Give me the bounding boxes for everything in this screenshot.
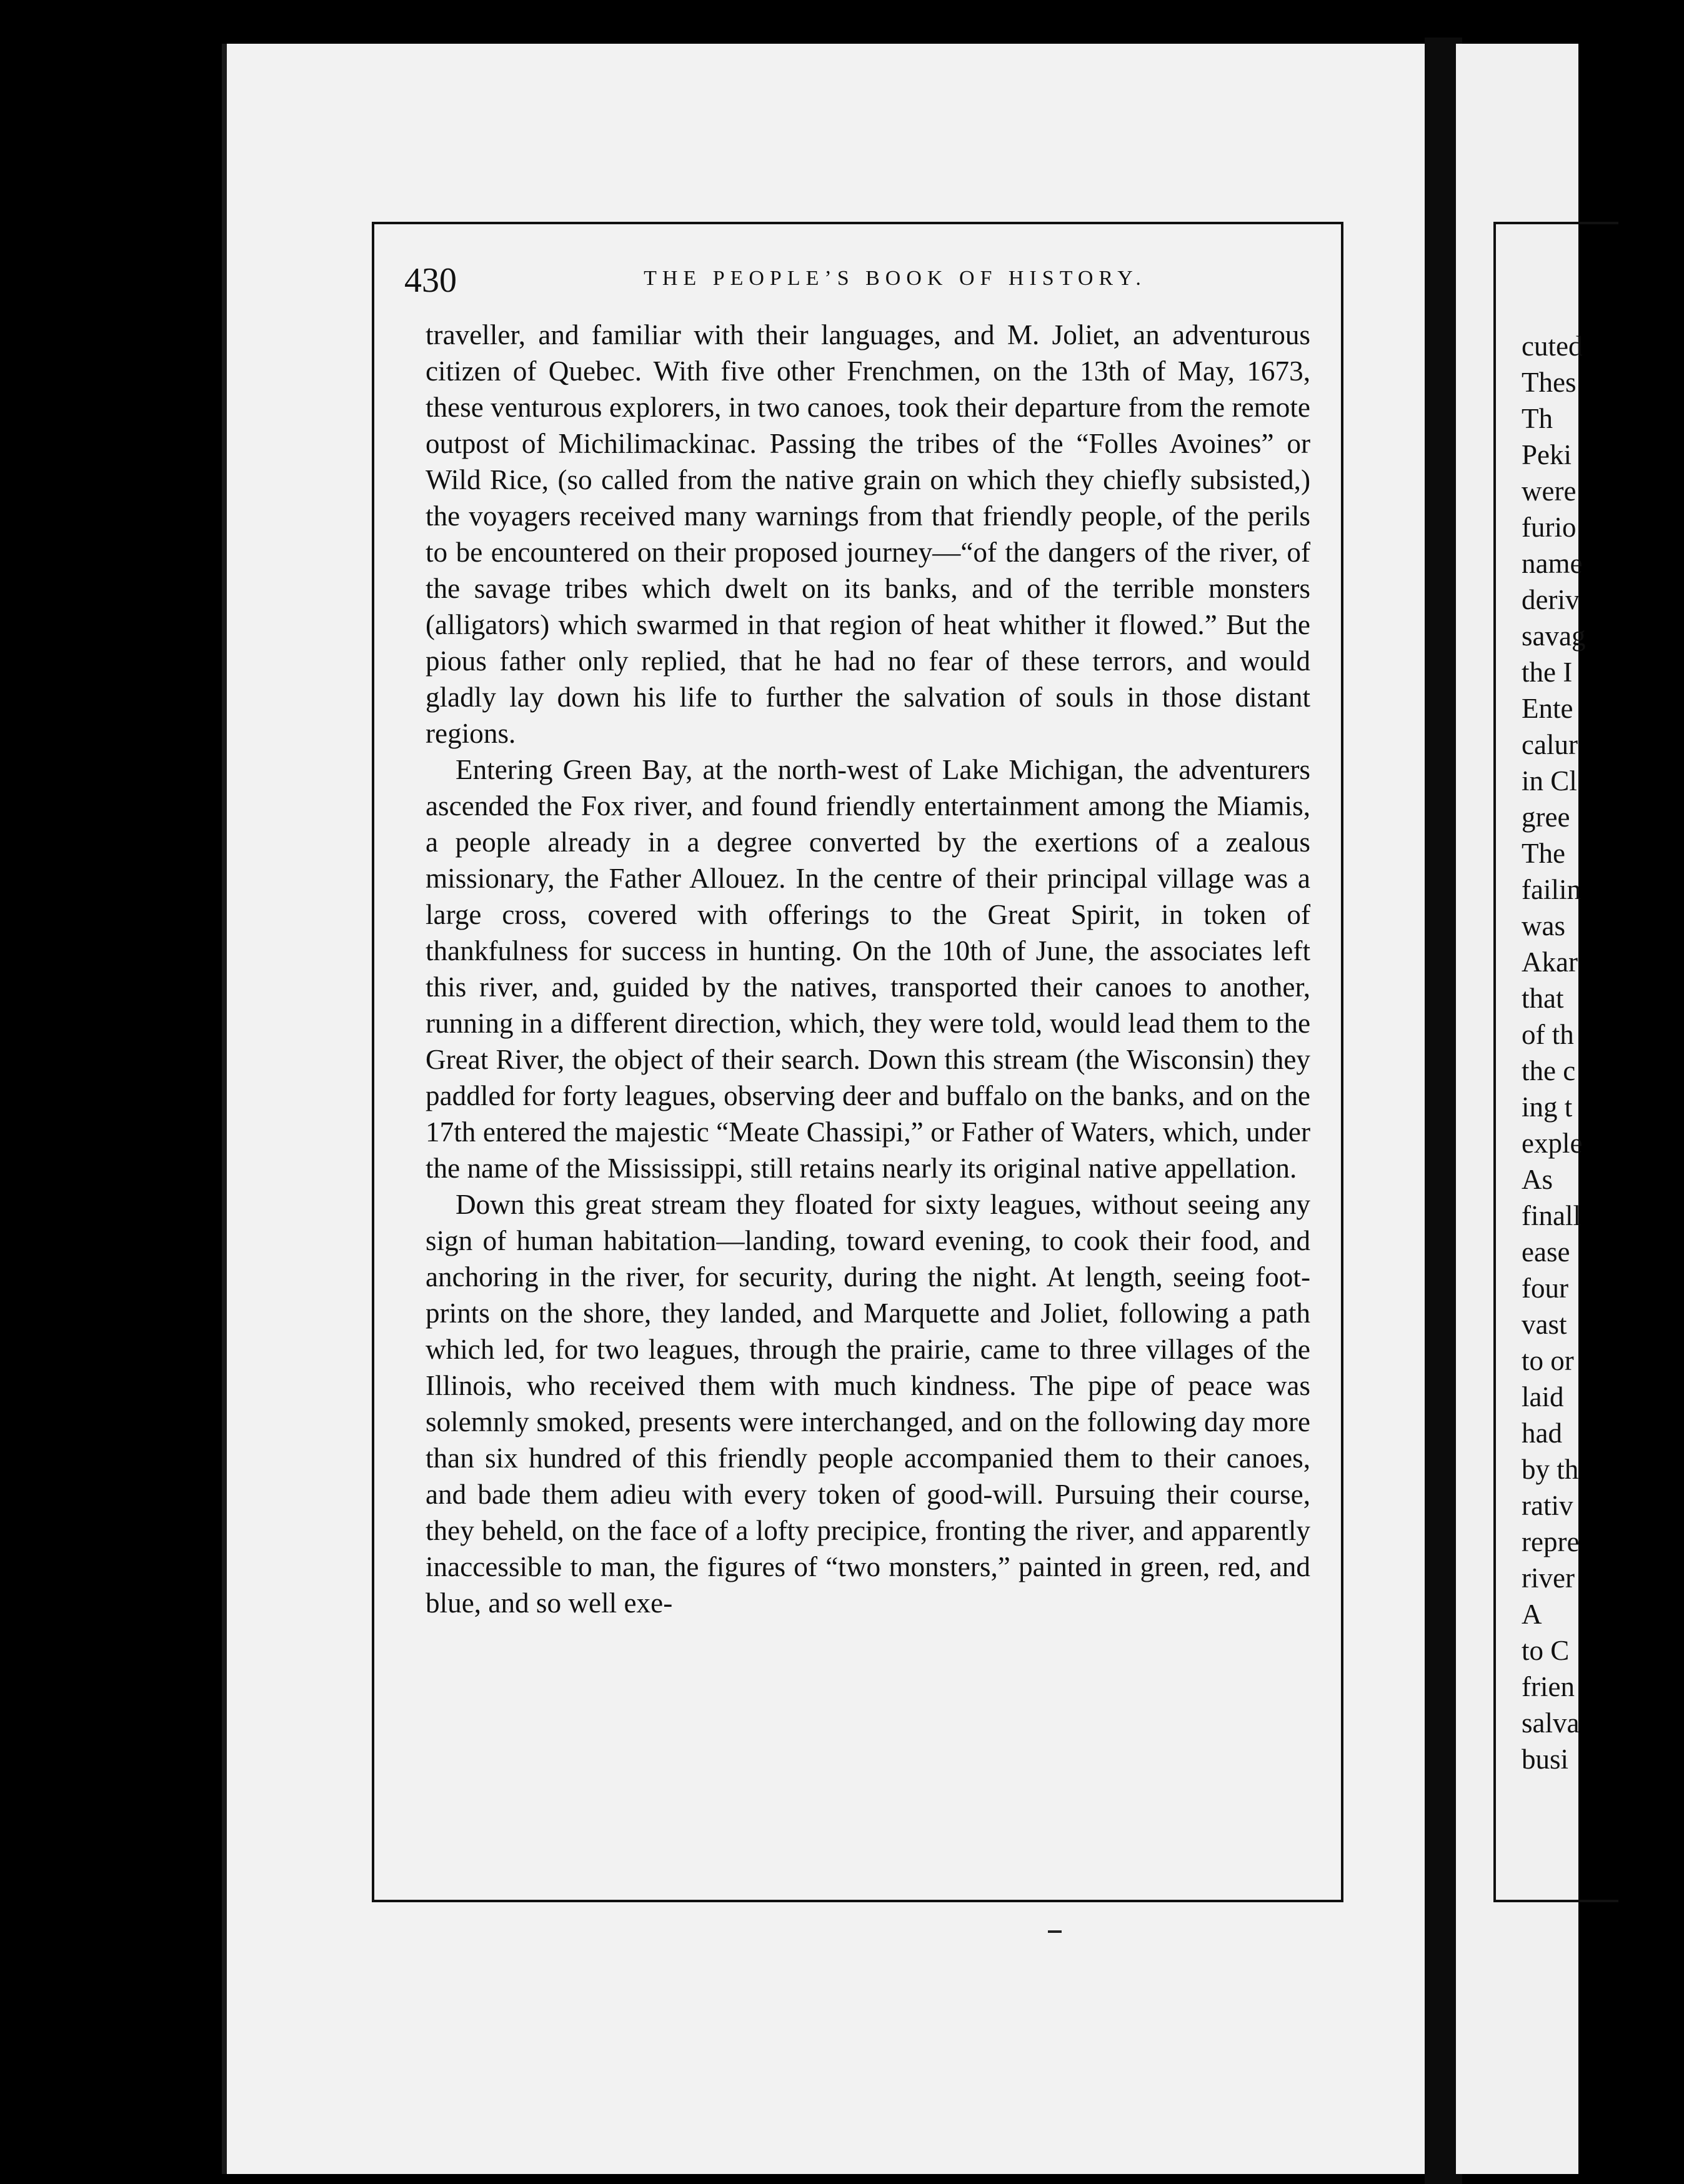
text-frame (372, 222, 1343, 1902)
facing-line-fragment: Ente (1522, 693, 1573, 724)
facing-line-fragment: busi (1522, 1744, 1569, 1775)
facing-line-fragment: calur (1522, 729, 1578, 760)
facing-line-fragment: the c (1522, 1055, 1576, 1086)
left-page (222, 44, 1468, 2174)
facing-line-fragment: of th (1522, 1019, 1574, 1050)
facing-line-fragment: rativ (1522, 1490, 1573, 1521)
facing-line-fragment: in Cl (1522, 765, 1577, 797)
paragraph: traveller, and familiar with their languages, and M. Joliet, an adventurous citizen of Quebec. With five other Frenchmen, on the 13th of May, 1673, these venturous explorers, in two canoes, took their departure from the remote outpost of Michilimackinac. Passing the tribes of the “Folles Avoines” or Wild Rice, (so called from the native grain on which they chiefly subsisted,) the voyagers received many warnings from that friendly people, of the perils to be encountered on their proposed journey—“of the dangers of the river, of the savage tribes which dwelt on its banks, and of the terrible monsters (alligators) which swarmed in that region of heat whither it flowed.” But the pious father only replied, that he had no fear of these terrors, and would gladly lay down his life to further the salvation of souls in those distant regions. (426, 319, 1310, 749)
facing-line-fragment: failin (1522, 874, 1581, 905)
facing-line-fragment: laid (1522, 1381, 1564, 1412)
facing-line-fragment: four (1522, 1273, 1568, 1304)
facing-line-fragment: ease (1522, 1236, 1570, 1268)
facing-line-fragment: to or (1522, 1345, 1574, 1376)
page-header (374, 261, 1341, 300)
page-number: 430 (404, 261, 457, 300)
facing-line-fragment: to C (1522, 1635, 1570, 1666)
facing-line-fragment: name (1522, 548, 1583, 579)
facing-line-fragment: frien (1522, 1671, 1575, 1702)
paragraph: Entering Green Bay, at the north-west of Lake Michigan, the adventurers ascended the Fox river, and found friendly entertainment among the Miamis, a people already in a degree converted by the exertions of a zealous missionary, the Father Allouez. In the centre of their principal village was a large cross, covered with offerings to the Great Spirit, in token of thankfulness for success in hunting. On the 10th of June, the associates left this river, and, guided by the natives, transported their canoes to another, running in a different direction, which, they were told, would lead them to the Great River, the object of their search. Down this stream (the Wisconsin) they paddled for forty leagues, observing deer and buffalo on the banks, and on the 17th entered the majestic “Meate Chassipi,” or Father of Waters, which, under the name of the Mississippi, still retains nearly its original native appellation. (426, 754, 1310, 1184)
body-text (426, 317, 1310, 1621)
page-blemish (1048, 1930, 1062, 1933)
facing-line-fragment: river (1522, 1562, 1575, 1594)
facing-line-fragment: ing t (1522, 1091, 1573, 1123)
facing-page (1456, 44, 1586, 2174)
facing-line-fragment: furio (1522, 512, 1577, 543)
facing-line-fragment: gree (1522, 802, 1570, 833)
facing-line-fragment: finall (1522, 1200, 1581, 1231)
facing-line-fragment: the I (1522, 657, 1573, 688)
facing-line-fragment: Akar (1522, 946, 1578, 978)
facing-line-fragment: deriv (1522, 584, 1580, 615)
running-title: THE PEOPLE’S BOOK OF HISTORY. (644, 267, 1147, 290)
facing-line-fragment: Peki (1522, 439, 1572, 470)
facing-line-fragment: exple (1522, 1128, 1583, 1159)
facing-line-fragment: savag (1522, 620, 1586, 652)
facing-line-fragment: The (1522, 838, 1565, 869)
facing-line-fragment: Th (1522, 403, 1553, 434)
facing-line-fragment: had (1522, 1417, 1562, 1449)
facing-line-fragment: A (1522, 1599, 1542, 1630)
facing-line-fragment: Thes (1522, 367, 1577, 398)
facing-page-text (1522, 328, 1684, 1777)
facing-line-fragment: vast (1522, 1309, 1567, 1340)
facing-line-fragment: were (1522, 475, 1577, 507)
facing-line-fragment: that (1522, 983, 1564, 1014)
facing-line-fragment: As (1522, 1164, 1553, 1195)
paragraph: Down this great stream they floated for sixty leagues, without seeing any sign of human habitation—landing, toward evening, to cook their food, and anchoring in the river, for security, during the night. At length, seeing foot-prints on the shore, they landed, and Marquette and Joliet, following a path which led, for two leagues, through the prairie, came to three villages of the Illinois, who received them with much kindness. The pipe of peace was solemnly smoked, presents were interchanged, and on the following day more than six hundred of this friendly people accompanied them to their canoes, and bade them adieu with every token of good-will. Pursuing their course, they beheld, on the face of a lofty precipice, fronting the river, and apparently inaccessible to man, the figures of “two monsters,” painted in green, red, and blue, and so well exe- (426, 1189, 1310, 1619)
facing-line-fragment: by th (1522, 1454, 1579, 1485)
facing-line-fragment: repre (1522, 1526, 1580, 1557)
facing-line-fragment: salva (1522, 1707, 1580, 1739)
facing-line-fragment: was (1522, 910, 1565, 941)
facing-line-fragment: cuted (1522, 330, 1583, 362)
page-edge (222, 44, 227, 2174)
